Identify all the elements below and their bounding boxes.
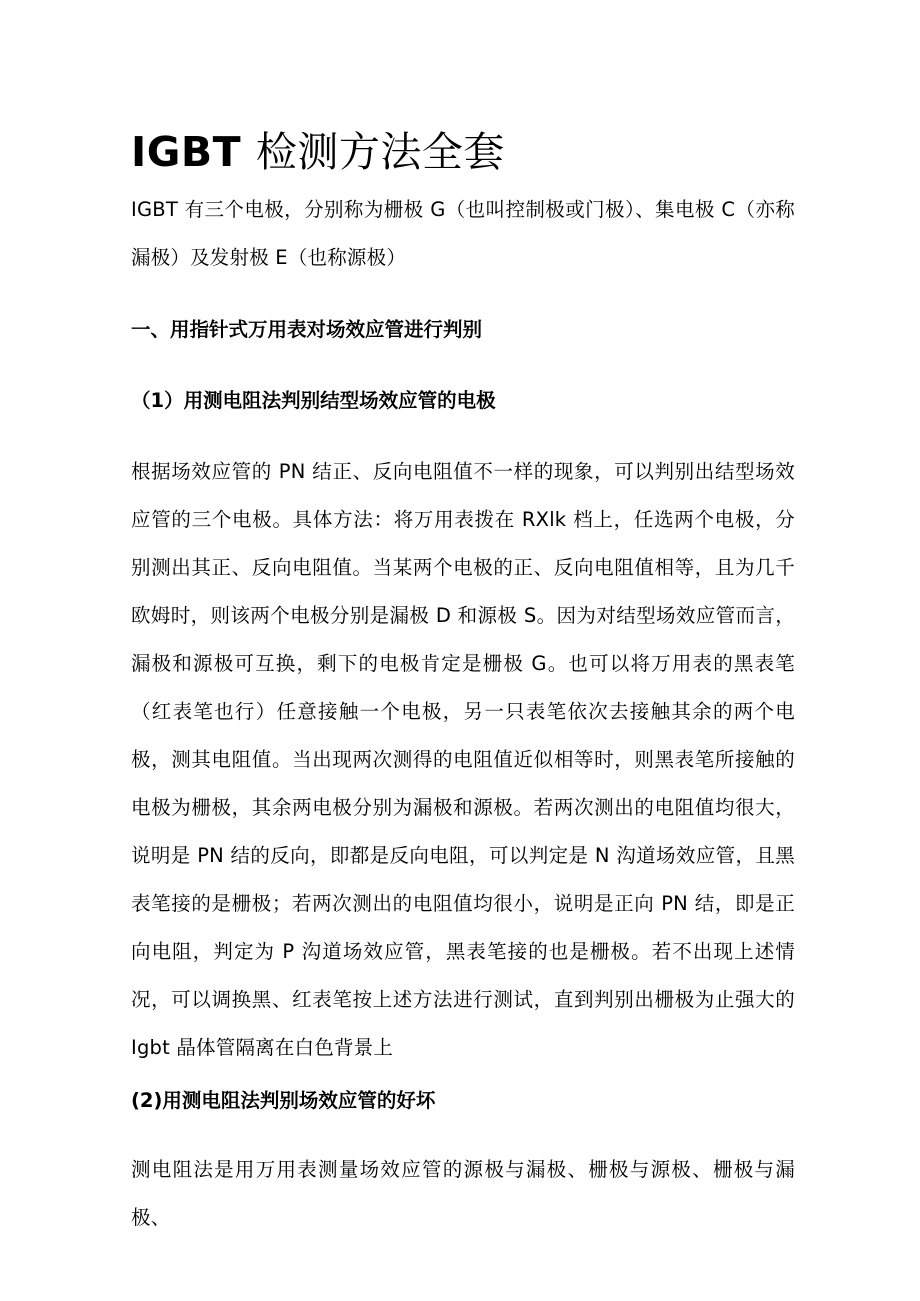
title-cjk: 检测方法全套: [255, 128, 505, 176]
subsection-2-body: 测电阻法是用万用表测量场效应管的源极与漏极、栅极与源极、栅极与漏极、: [131, 1158, 795, 1229]
subsection-1-heading: （1）用测电阻法判别结型场效应管的电极: [131, 389, 496, 412]
subsection-2-heading: (2)用测电阻法判别场效应管的好坏: [131, 1089, 436, 1112]
title-latin: IGBT: [131, 128, 242, 176]
section-1-heading: 一、用指针式万用表对场效应管进行判别: [131, 318, 483, 341]
subsection-1-body: 根据场效应管的 PN 结正、反向电阻值不一样的现象，可以判别出结型场效应管的三个电极。具体方法：将万用表拨在 RXlk 档上，任选两个电极，分别测出其正、反向电阻值。当某两个电极的正、反向电阻值相等，且为几千欧姆时，则该两个电极分别是漏极 D 和源极 S。因为对结型场效应管而言，漏极和源极可互换，剩下的电极肯定是栅极 G。也可以将万用表的黑表笔（红表笔也行）任意接触一个电极，另一只表笔依次去接触其余的两个电极，测其电阻值。当出现两次测得的电阻值近似相等时，则黑表笔所接触的电极为栅极，其余两电极分别为漏极和源极。若两次测出的电阻值均很大，说明是 PN 结的反向，即都是反向电阻，可以判定是 N 沟道场效应管，且黑表笔接的是栅极；若两次测出的电阻值均很小，说明是正向 PN 结，即是正向电阻，判定为 P 沟道场效应管，黑表笔接的也是栅极。若不出现上述情况，可以调换黑、红表笔按上述方法进行测试，直到判别出栅极为止强大的 Igbt 晶体管隔离在白色背景上: [131, 460, 795, 1059]
document-title: [131, 126, 505, 178]
intro-paragraph: IGBT 有三个电极，分别称为栅极 G（也叫控制极或门极）、集电极 C（亦称漏极）及发射极 E（也称源极）: [131, 198, 795, 269]
